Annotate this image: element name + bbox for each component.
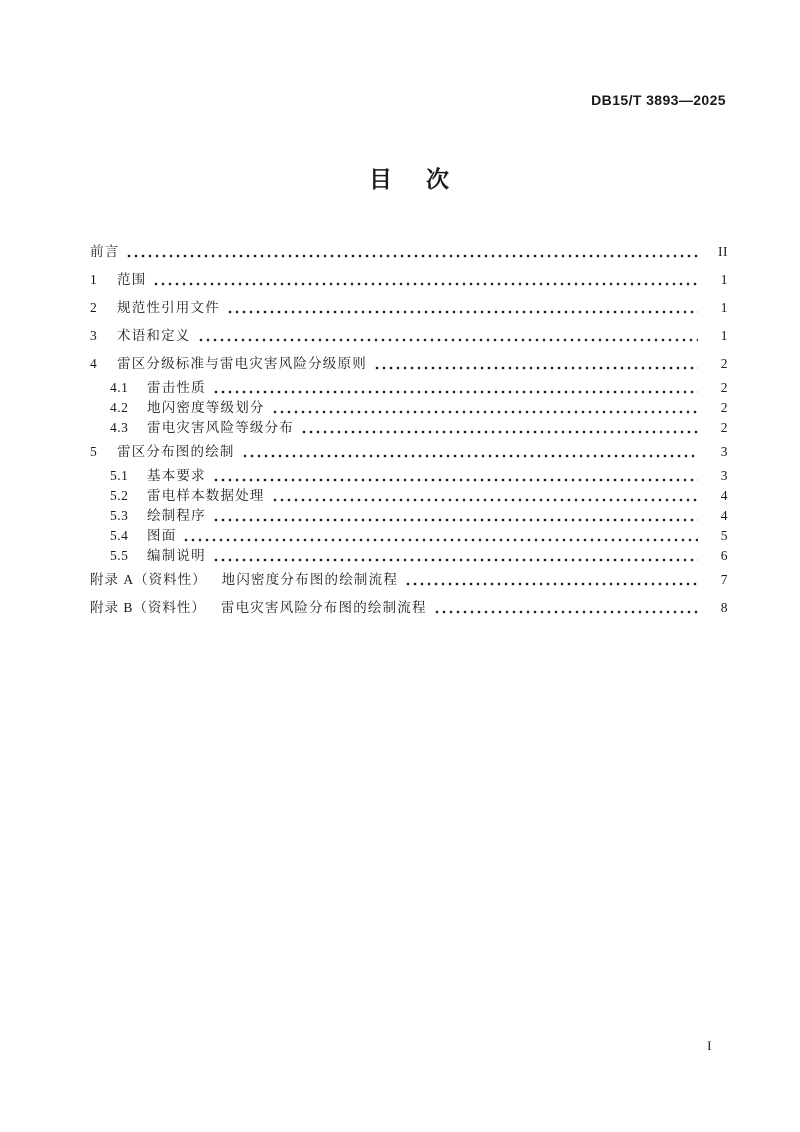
toc-entry-number: 4.2 [110,400,129,415]
toc-dot-leader [154,281,698,287]
toc-entry-page: 4 [720,488,728,503]
toc-entry-number: 5 [90,444,98,459]
toc-dot-leader [214,557,698,563]
toc-entry-label: 基本要求 [147,468,206,483]
toc-entry-page: 3 [720,468,728,483]
toc-entry-page: II [718,244,728,259]
toc-dot-leader [214,389,698,395]
toc-entry-number: 附录 B（资料性） [90,600,206,615]
page-title-char-1: 目 [369,166,392,192]
toc-entry-number: 5.3 [110,508,129,523]
toc-dot-leader [375,365,698,371]
standard-number: DB15/T 3893—2025 [591,92,726,108]
toc-dot-leader [214,477,698,483]
toc-entry [90,466,728,486]
toc-dot-leader [302,429,698,435]
toc-entry-page: 8 [720,600,728,615]
toc-dot-leader [435,609,698,615]
toc-entry-number: 4.3 [110,420,129,435]
toc-entry-page: 5 [720,528,728,543]
toc-entry [90,486,728,506]
toc-dot-leader [243,453,698,459]
page-number: I [707,1038,712,1053]
toc-entry-page: 2 [720,400,728,415]
toc-entry-page: 1 [720,272,728,287]
toc-entry [90,378,728,398]
toc-entry-number: 5.2 [110,488,129,503]
toc-entry-number: 2 [90,300,98,315]
toc-entry-number: 4 [90,356,98,371]
page-title-char-2: 次 [426,166,449,192]
toc-entry-label: 前言 [90,244,120,259]
toc-entry-number: 5.4 [110,528,129,543]
toc-dot-leader [127,253,698,259]
toc-entry-label: 编制说明 [147,548,206,563]
toc-entry [90,546,728,566]
toc-entry [90,298,728,318]
toc-entry-page: 3 [720,444,728,459]
toc-entry-number: 5.1 [110,468,129,483]
toc-entry [90,526,728,546]
toc-entry-label: 雷区分布图的绘制 [117,444,235,459]
toc-entry [90,398,728,418]
toc-entry-page: 6 [720,548,728,563]
toc-dot-leader [184,537,698,543]
toc-dot-leader [406,581,698,587]
page-title [90,166,728,192]
toc-entry-label: 雷击性质 [147,380,206,395]
toc-entry-label: 雷电灾害风险分布图的绘制流程 [220,600,427,615]
toc-dot-leader [228,309,698,315]
toc-entry-page: 2 [720,380,728,395]
toc-entry-label: 地闪密度分布图的绘制流程 [221,572,399,587]
toc-entry-page: 7 [720,572,728,587]
toc-entry-page: 1 [720,300,728,315]
toc-entry [90,242,728,262]
toc-dot-leader [199,337,699,343]
toc-entry-label: 雷区分级标准与雷电灾害风险分级原则 [117,356,367,371]
toc-entry-label: 术语和定义 [117,328,191,343]
toc-entry [90,270,728,290]
toc-entry-page: 2 [720,356,728,371]
toc-entry-number: 4.1 [110,380,129,395]
toc-entry-page: 1 [720,328,728,343]
toc-entry [90,354,728,374]
toc-entry-label: 绘制程序 [147,508,206,523]
toc-list [90,238,728,622]
toc-dot-leader [214,517,698,523]
toc-entry [90,418,728,438]
toc-entry-number: 1 [90,272,98,287]
toc-dot-leader [273,409,698,415]
toc-entry [90,442,728,462]
toc-entry-label: 雷电灾害风险等级分布 [147,420,294,435]
toc-entry-number: 3 [90,328,98,343]
toc-entry-label: 雷电样本数据处理 [147,488,265,503]
toc-entry-label: 图面 [147,528,177,543]
toc-entry [90,506,728,526]
toc-entry-page: 4 [720,508,728,523]
toc-entry [90,570,728,590]
toc-entry [90,326,728,346]
toc-entry-label: 规范性引用文件 [117,300,220,315]
toc-entry-number: 附录 A（资料性） [90,572,207,587]
toc-entry-label: 地闪密度等级划分 [147,400,265,415]
toc-entry-label: 范围 [117,272,147,287]
toc-dot-leader [273,497,698,503]
toc-entry-page: 2 [720,420,728,435]
toc-entry [90,598,728,618]
toc-entry-number: 5.5 [110,548,129,563]
